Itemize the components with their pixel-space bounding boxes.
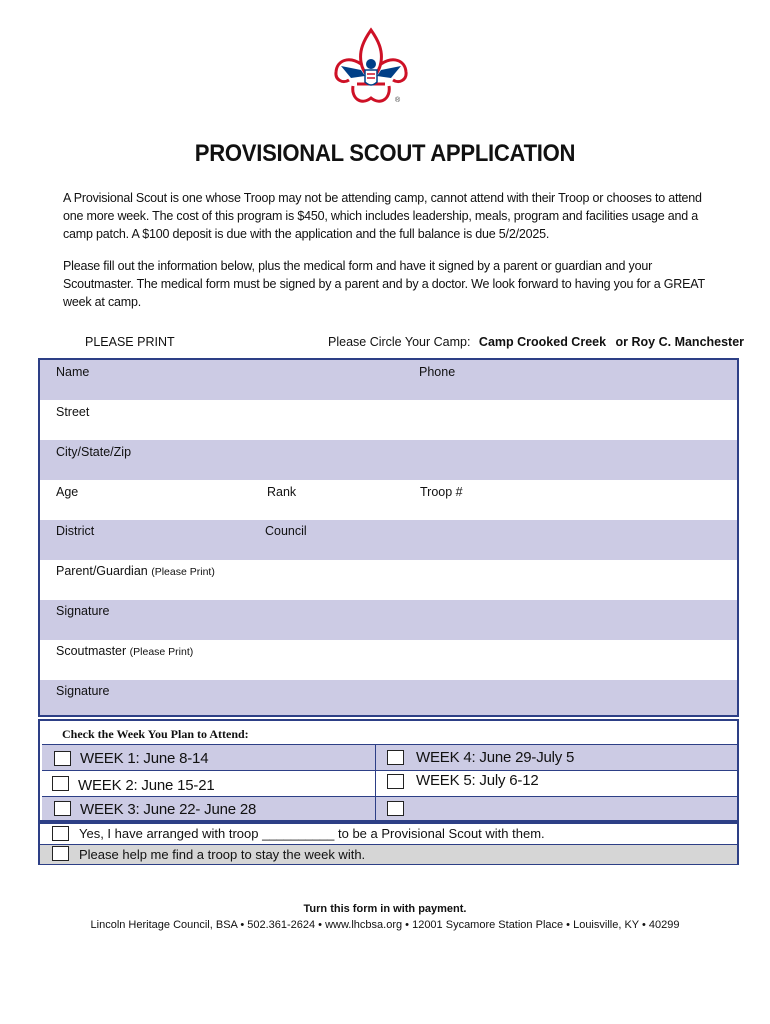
city-state-zip-field-label: City/State/Zip [56,445,132,459]
week-4-checkbox[interactable] [387,750,404,765]
name-field-label: Name [56,365,90,379]
parent-guardian-row[interactable] [40,560,737,600]
troop-options-box [38,822,739,865]
instructions-paragraph: Please fill out the information below, plus the medical form and have it signed by a parent or guardian and your Scoutmaster. The medical form must be signed by a parent and by a doctor. We look forward to having you for a GREAT week at camp. [63,259,705,309]
week-1-label: WEEK 1: June 8-14 [80,750,209,767]
rank-field-label: Rank [267,485,297,499]
signature-1-row[interactable] [40,600,737,640]
payment-note: Turn this form in with payment. [303,903,467,915]
please-print-label: PLEASE PRINT [85,335,175,349]
scout-info-form [38,358,739,717]
help-find-troop-checkbox[interactable] [52,846,69,861]
age-field-label: Age [56,485,79,499]
age-rank-troop-row[interactable] [40,480,737,520]
district-field-label: District [56,524,95,538]
help-find-option-row [40,844,737,864]
camp-option-crooked-creek[interactable]: Camp Crooked Creek [478,335,607,349]
parent-guardian-field-label: Parent/Guardian (Please Print) [56,564,215,578]
council-contact-info: Lincoln Heritage Council, BSA • 502.361-2624 • www.lhcbsa.org • 12001 Sycamore Station Place • Louisville, KY • 40299 [90,919,680,931]
please-print-note: (Please Print) [151,566,215,578]
name-phone-row[interactable] [40,360,737,400]
please-print-note: (Please Print) [129,646,194,658]
page-title: PROVISIONAL SCOUT APPLICATION [194,140,576,167]
signature-2-field-label: Signature [56,684,110,698]
extra-week-checkbox[interactable] [387,801,404,816]
arranged-option-row [40,824,737,844]
arranged-troop-checkbox[interactable] [52,826,69,841]
council-field-label: Council [265,524,307,538]
signature-1-field-label: Signature [56,604,110,618]
week-2-label: WEEK 2: June 15-21 [78,777,215,794]
scoutmaster-row[interactable] [40,640,737,680]
scoutmaster-field-label: Scoutmaster (Please Print) [56,644,194,658]
bsa-fleur-de-lis-logo [331,26,411,112]
week-3-label: WEEK 3: June 22- June 28 [80,801,257,818]
phone-field-label: Phone [419,365,456,379]
week-2-checkbox[interactable] [52,776,69,791]
svg-text:®: ® [395,97,401,104]
district-council-row[interactable] [40,520,737,560]
troop-field-label: Troop # [420,485,463,499]
street-field-label: Street [56,405,90,419]
street-row[interactable] [40,400,737,440]
circle-camp-label: Please Circle Your Camp: [328,335,471,349]
week-selection-box [38,719,739,822]
week-4-label: WEEK 4: June 29-July 5 [416,749,575,766]
week-5-checkbox[interactable] [387,774,404,789]
circle-camp-row [328,335,744,349]
camp-option-roy-c-manchester[interactable]: or Roy C. Manchester [615,335,745,349]
week-3-checkbox[interactable] [54,801,71,816]
week-1-checkbox[interactable] [54,751,71,766]
help-find-troop-label: Please help me find a troop to stay the week with. [79,847,366,862]
week-selection-heading: Check the Week You Plan to Attend: [62,727,249,741]
city-state-zip-row[interactable] [40,440,737,480]
intro-paragraph: A Provisional Scout is one whose Troop may not be attending camp, cannot attend with their Troop or chooses to attend one more week. The cost of this program is $450, which includes leadership, meals, program and facilities usage and a camp patch. A $100 deposit is due with the application and the full balance is due 5/2/2025. [63,191,702,241]
signature-2-row[interactable] [40,680,737,715]
week-5-label: WEEK 5: July 6-12 [416,772,539,789]
arranged-troop-label: Yes, I have arranged with troop __________ to be a Provisional Scout with them. [79,826,545,841]
